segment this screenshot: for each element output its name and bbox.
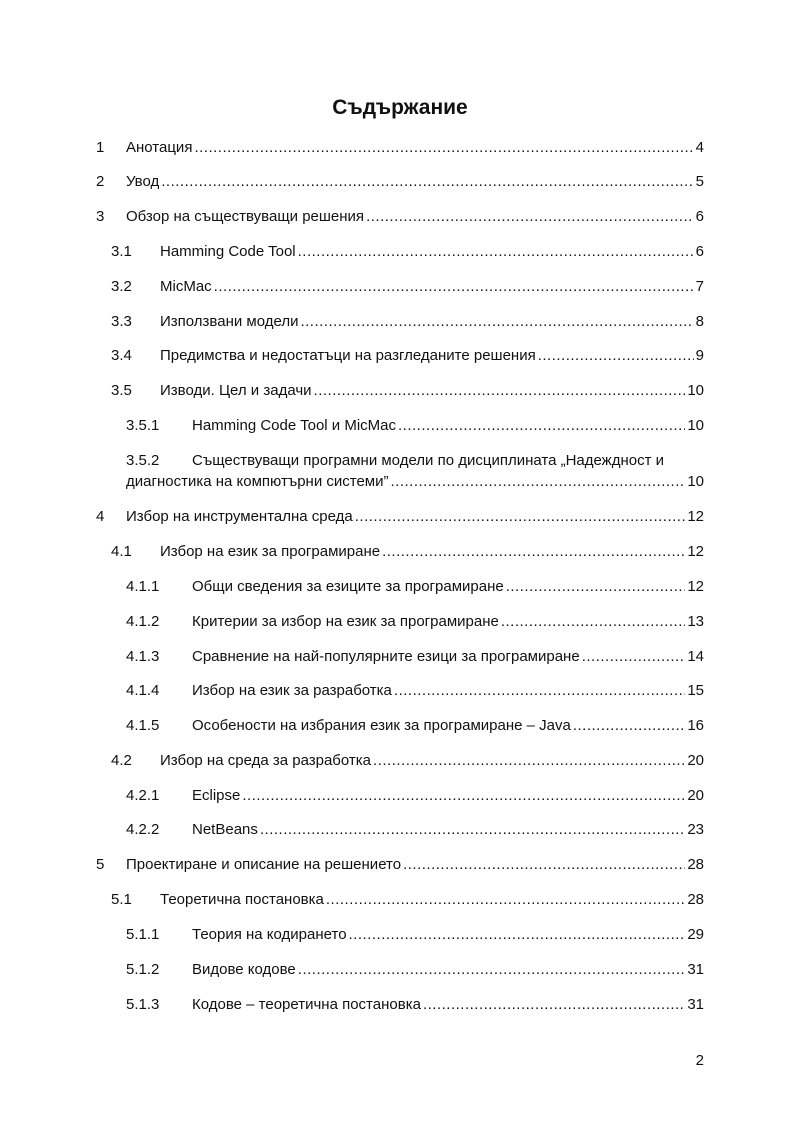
toc-label: Обзор на съществуващи решения — [126, 208, 365, 225]
toc-label: Общи сведения за езиците за програмиране — [192, 578, 504, 595]
toc-page: 20 — [687, 752, 704, 769]
toc-label: NetBeans — [192, 821, 258, 838]
toc-page: 16 — [687, 717, 704, 734]
toc-leader — [242, 787, 685, 805]
toc-page: 6 — [695, 208, 704, 225]
toc-page: 7 — [695, 278, 704, 295]
toc-leader — [382, 543, 685, 561]
toc-number: 4.2.1 — [126, 787, 160, 804]
toc-leader — [501, 613, 685, 631]
toc-label: Hamming Code Tool — [160, 243, 296, 260]
toc-leader — [366, 208, 694, 226]
toc-number: 3 — [96, 208, 105, 225]
toc-leader — [161, 173, 693, 191]
toc-leader — [403, 856, 685, 874]
toc-number: 3.1 — [111, 243, 132, 260]
toc-number: 3.5.2 — [126, 452, 160, 469]
toc-page: 15 — [687, 682, 704, 699]
toc-number: 4.1.4 — [126, 682, 160, 699]
toc-number: 4.2 — [111, 752, 132, 769]
toc-number: 3.5.1 — [126, 417, 160, 434]
toc-leader — [423, 996, 685, 1014]
toc-label: Проектиране и описание на решението — [126, 856, 402, 873]
toc-number: 3.2 — [111, 278, 132, 295]
toc-page: 5 — [695, 173, 704, 190]
toc-leader — [326, 891, 685, 909]
toc-label: Съществуващи програмни модели по дисциплината „Надеждност и — [192, 452, 665, 469]
toc-leader — [538, 347, 694, 365]
toc-page: 10 — [687, 473, 704, 490]
toc-label: Eclipse — [192, 787, 241, 804]
toc-label: Hamming Code Tool и MicMac — [192, 417, 397, 434]
toc-label-continued: диагностика на компютърни системи” — [126, 473, 389, 490]
toc-leader — [300, 313, 693, 331]
toc-page: 13 — [687, 613, 704, 630]
page-number: 2 — [695, 1052, 704, 1069]
toc-page: 28 — [687, 891, 704, 908]
toc-title: Съдържание — [332, 96, 468, 119]
toc-page: 31 — [687, 996, 704, 1013]
toc-number: 5 — [96, 856, 105, 873]
toc-leader — [355, 508, 686, 526]
toc-label: MicMac — [160, 278, 212, 295]
toc-page: 23 — [687, 821, 704, 838]
toc-number: 1 — [96, 139, 105, 156]
toc-label: Избор на среда за разработка — [160, 752, 372, 769]
toc-number: 4.2.2 — [126, 821, 160, 838]
toc-number: 3.5 — [111, 382, 132, 399]
toc-page: 12 — [687, 543, 704, 560]
toc-number: 4.1.3 — [126, 648, 160, 665]
toc-label: Кодове – теоретична постановка — [192, 996, 421, 1013]
toc-leader — [398, 417, 685, 435]
toc-number: 4.1.5 — [126, 717, 160, 734]
toc-number: 2 — [96, 173, 105, 190]
toc-page: 14 — [687, 648, 704, 665]
toc-page: 4 — [695, 139, 704, 156]
toc-number: 5.1.1 — [126, 926, 160, 943]
toc-leader — [260, 821, 685, 839]
toc-page: 28 — [687, 856, 704, 873]
toc-leader — [506, 578, 686, 596]
toc-page: 12 — [687, 508, 704, 525]
toc-label: Видове кодове — [192, 961, 296, 978]
toc-page: 6 — [695, 243, 704, 260]
toc-leader — [214, 278, 694, 296]
toc-leader — [314, 382, 686, 400]
toc-number: 4.1.1 — [126, 578, 160, 595]
toc-number: 4.1 — [111, 543, 132, 560]
toc-leader — [390, 473, 685, 491]
toc-leader — [298, 961, 686, 979]
toc-page: 12 — [687, 578, 704, 595]
toc-leader — [373, 752, 685, 770]
toc-label: Сравнение на най-популярните езици за програмиране — [192, 648, 580, 665]
toc-label: Избор на език за програмиране — [160, 543, 381, 560]
toc-number: 4.1.2 — [126, 613, 160, 630]
toc-label: Предимства и недостатъци на разгледаните решения — [160, 347, 536, 364]
toc-number: 5.1.3 — [126, 996, 160, 1013]
toc-label: Анотация — [126, 139, 193, 156]
toc-leader — [394, 682, 685, 700]
toc-leader — [582, 648, 686, 666]
toc-label: Теория на кодирането — [192, 926, 347, 943]
toc-leader — [298, 243, 694, 261]
toc-page: 29 — [687, 926, 704, 943]
toc-leader — [349, 926, 686, 944]
toc-number: 5.1 — [111, 891, 132, 908]
toc-label: Увод — [126, 173, 160, 190]
toc-label: Избор на инструментална среда — [126, 508, 353, 525]
toc-number: 3.3 — [111, 313, 132, 330]
toc-page: 10 — [687, 417, 704, 434]
toc-page: 20 — [687, 787, 704, 804]
toc-label: Изводи. Цел и задачи — [160, 382, 312, 399]
toc-label: Критерии за избор на език за програмиране — [192, 613, 499, 630]
toc-label: Избор на език за разработка — [192, 682, 392, 699]
toc-page: 9 — [695, 347, 704, 364]
toc-number: 3.4 — [111, 347, 132, 364]
toc-page: 10 — [687, 382, 704, 399]
toc-leader — [194, 139, 693, 157]
toc-leader — [573, 717, 686, 735]
toc-label: Използвани модели — [160, 313, 299, 330]
toc-page: 8 — [695, 313, 704, 330]
toc-number: 4 — [96, 508, 105, 525]
toc-label: Теоретична постановка — [160, 891, 324, 908]
toc-label: Особености на избрания език за програмиране – Java — [192, 717, 571, 734]
toc-number: 5.1.2 — [126, 961, 160, 978]
toc-page: 31 — [687, 961, 704, 978]
